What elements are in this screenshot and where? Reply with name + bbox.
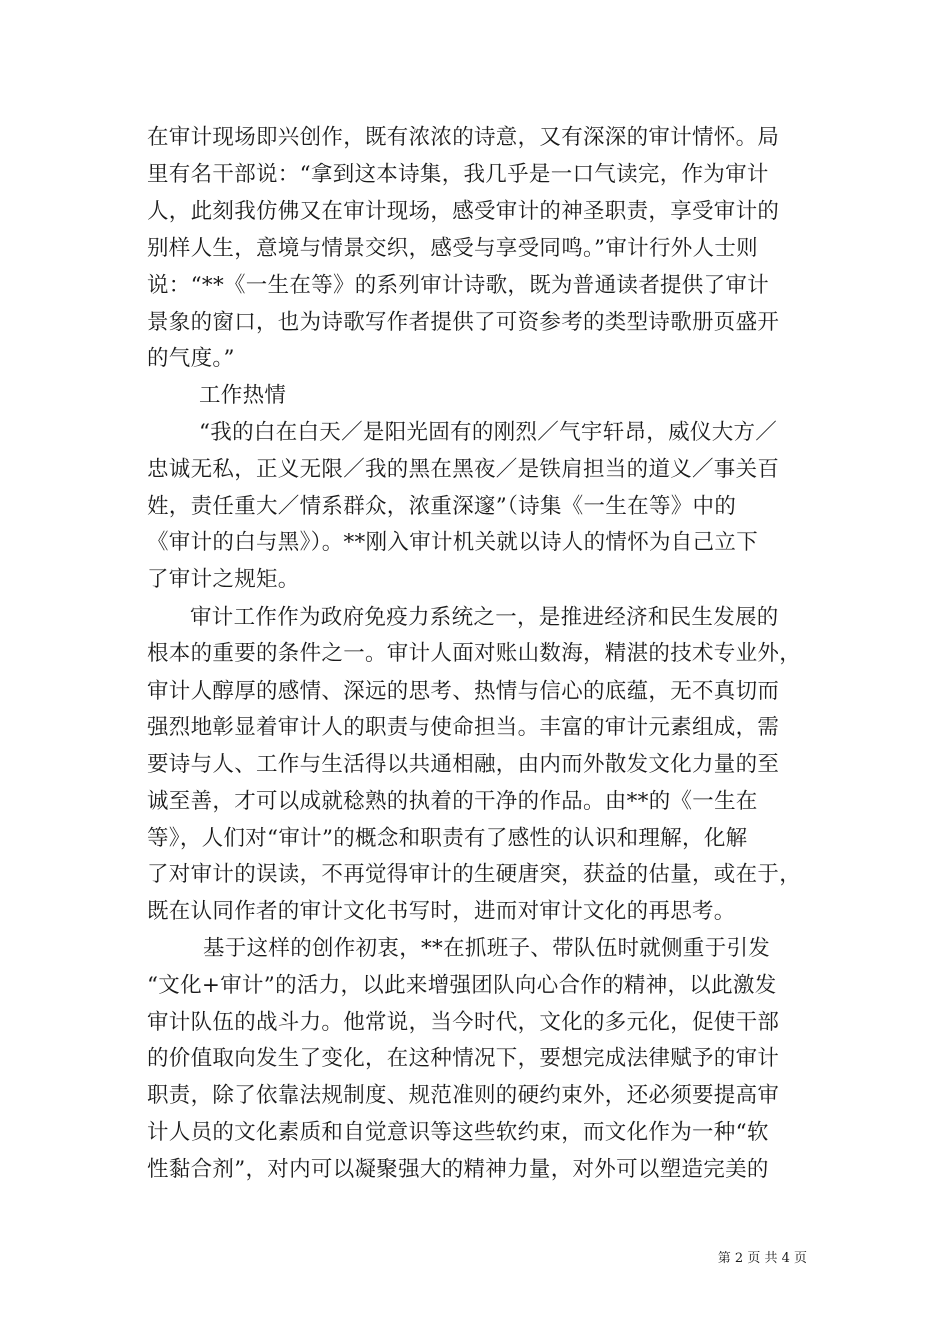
text-line: 忠诚无私，正义无限／我的黑在黑夜／是铁肩担当的道义／事关百 [147, 457, 780, 482]
text-line: 审计队伍的战斗力。他常说，当今时代，文化的多元化，促使干部 [147, 1010, 780, 1035]
text-line: “文化+审计”的活力，以此来增强团队向心合作的精神，以此激发 [147, 973, 777, 998]
text-line: 景象的窗口，也为诗歌写作者提供了可资参考的类型诗歌册页盛开 [147, 310, 780, 335]
text-line: 基于这样的创作初衷，**在抓班子、带队伍时就侧重于引发 [203, 936, 771, 961]
text-line: 职责，除了依靠法规制度、规范准则的硬约束外，还必须要提高审 [147, 1083, 780, 1108]
text-line: “我的白在白天／是阳光固有的刚烈／气宇轩昂，威仪大方／ [199, 420, 778, 445]
page-number: 第 2 页 共 4 页 [717, 1251, 807, 1266]
text-line: 人，此刻我仿佛又在审计现场，感受审计的神圣职责，享受审计的 [147, 199, 780, 224]
text-line: 要诗与人、工作与生活得以共通相融，由内而外散发文化力量的至 [147, 752, 780, 777]
text-line: 强烈地彰显着审计人的职责与使命担当。丰富的审计元素组成，需 [147, 715, 780, 740]
text-line: 了审计之规矩。 [147, 567, 300, 592]
text-line: 在审计现场即兴创作，既有浓浓的诗意，又有深深的审计情怀。局 [147, 125, 780, 150]
text-line: 的价值取向发生了变化，在这种情况下，要想完成法律赋予的审计 [147, 1046, 780, 1071]
text-line: 说：“**《一生在等》的系列审计诗歌，既为普通读者提供了审计 [147, 273, 769, 298]
text-line: 里有名干部说：“拿到这本诗集，我几乎是一口气读完，作为审计 [147, 162, 769, 187]
text-line: 了对审计的误读，不再觉得审计的生硬唐突，获益的估量，或在于， [147, 862, 802, 887]
text-line: 计人员的文化素质和自觉意识等这些软约束，而文化作为一种“软 [147, 1120, 769, 1145]
text-line: 别样人生，意境与情景交织，感受与享受同鸣。”审计行外人士则 [147, 236, 758, 261]
text-line: 等》，人们对“审计”的概念和职责有了感性的认识和理解，化解 [147, 826, 748, 851]
text-line: 审计工作作为政府免疫力系统之一，是推进经济和民生发展的 [190, 605, 779, 630]
text-line: 根本的重要的条件之一。审计人面对账山数海，精湛的技术专业外， [147, 641, 802, 666]
text-line: 的气度。” [147, 346, 235, 371]
section-heading: 工作热情 [199, 383, 287, 408]
text-line: 既在认同作者的审计文化书写时，进而对审计文化的再思考。 [147, 899, 736, 924]
text-line: 审计人醇厚的感情、深远的思考、热情与信心的底蕴，无不真切而 [147, 679, 780, 704]
text-line: 《审计的白与黑》）。**刚入审计机关就以诗人的情怀为自己立下 [147, 530, 759, 555]
text-line: 诚至善，才可以成就稔熟的执着的干净的作品。由**的《一生在 [147, 789, 758, 814]
text-line: 性黏合剂”，对内可以凝聚强大的精神力量，对外可以塑造完美的 [147, 1157, 769, 1182]
text-line: 姓，责任重大／情系群众，浓重深邃”（诗集《一生在等》中的 [147, 494, 737, 519]
